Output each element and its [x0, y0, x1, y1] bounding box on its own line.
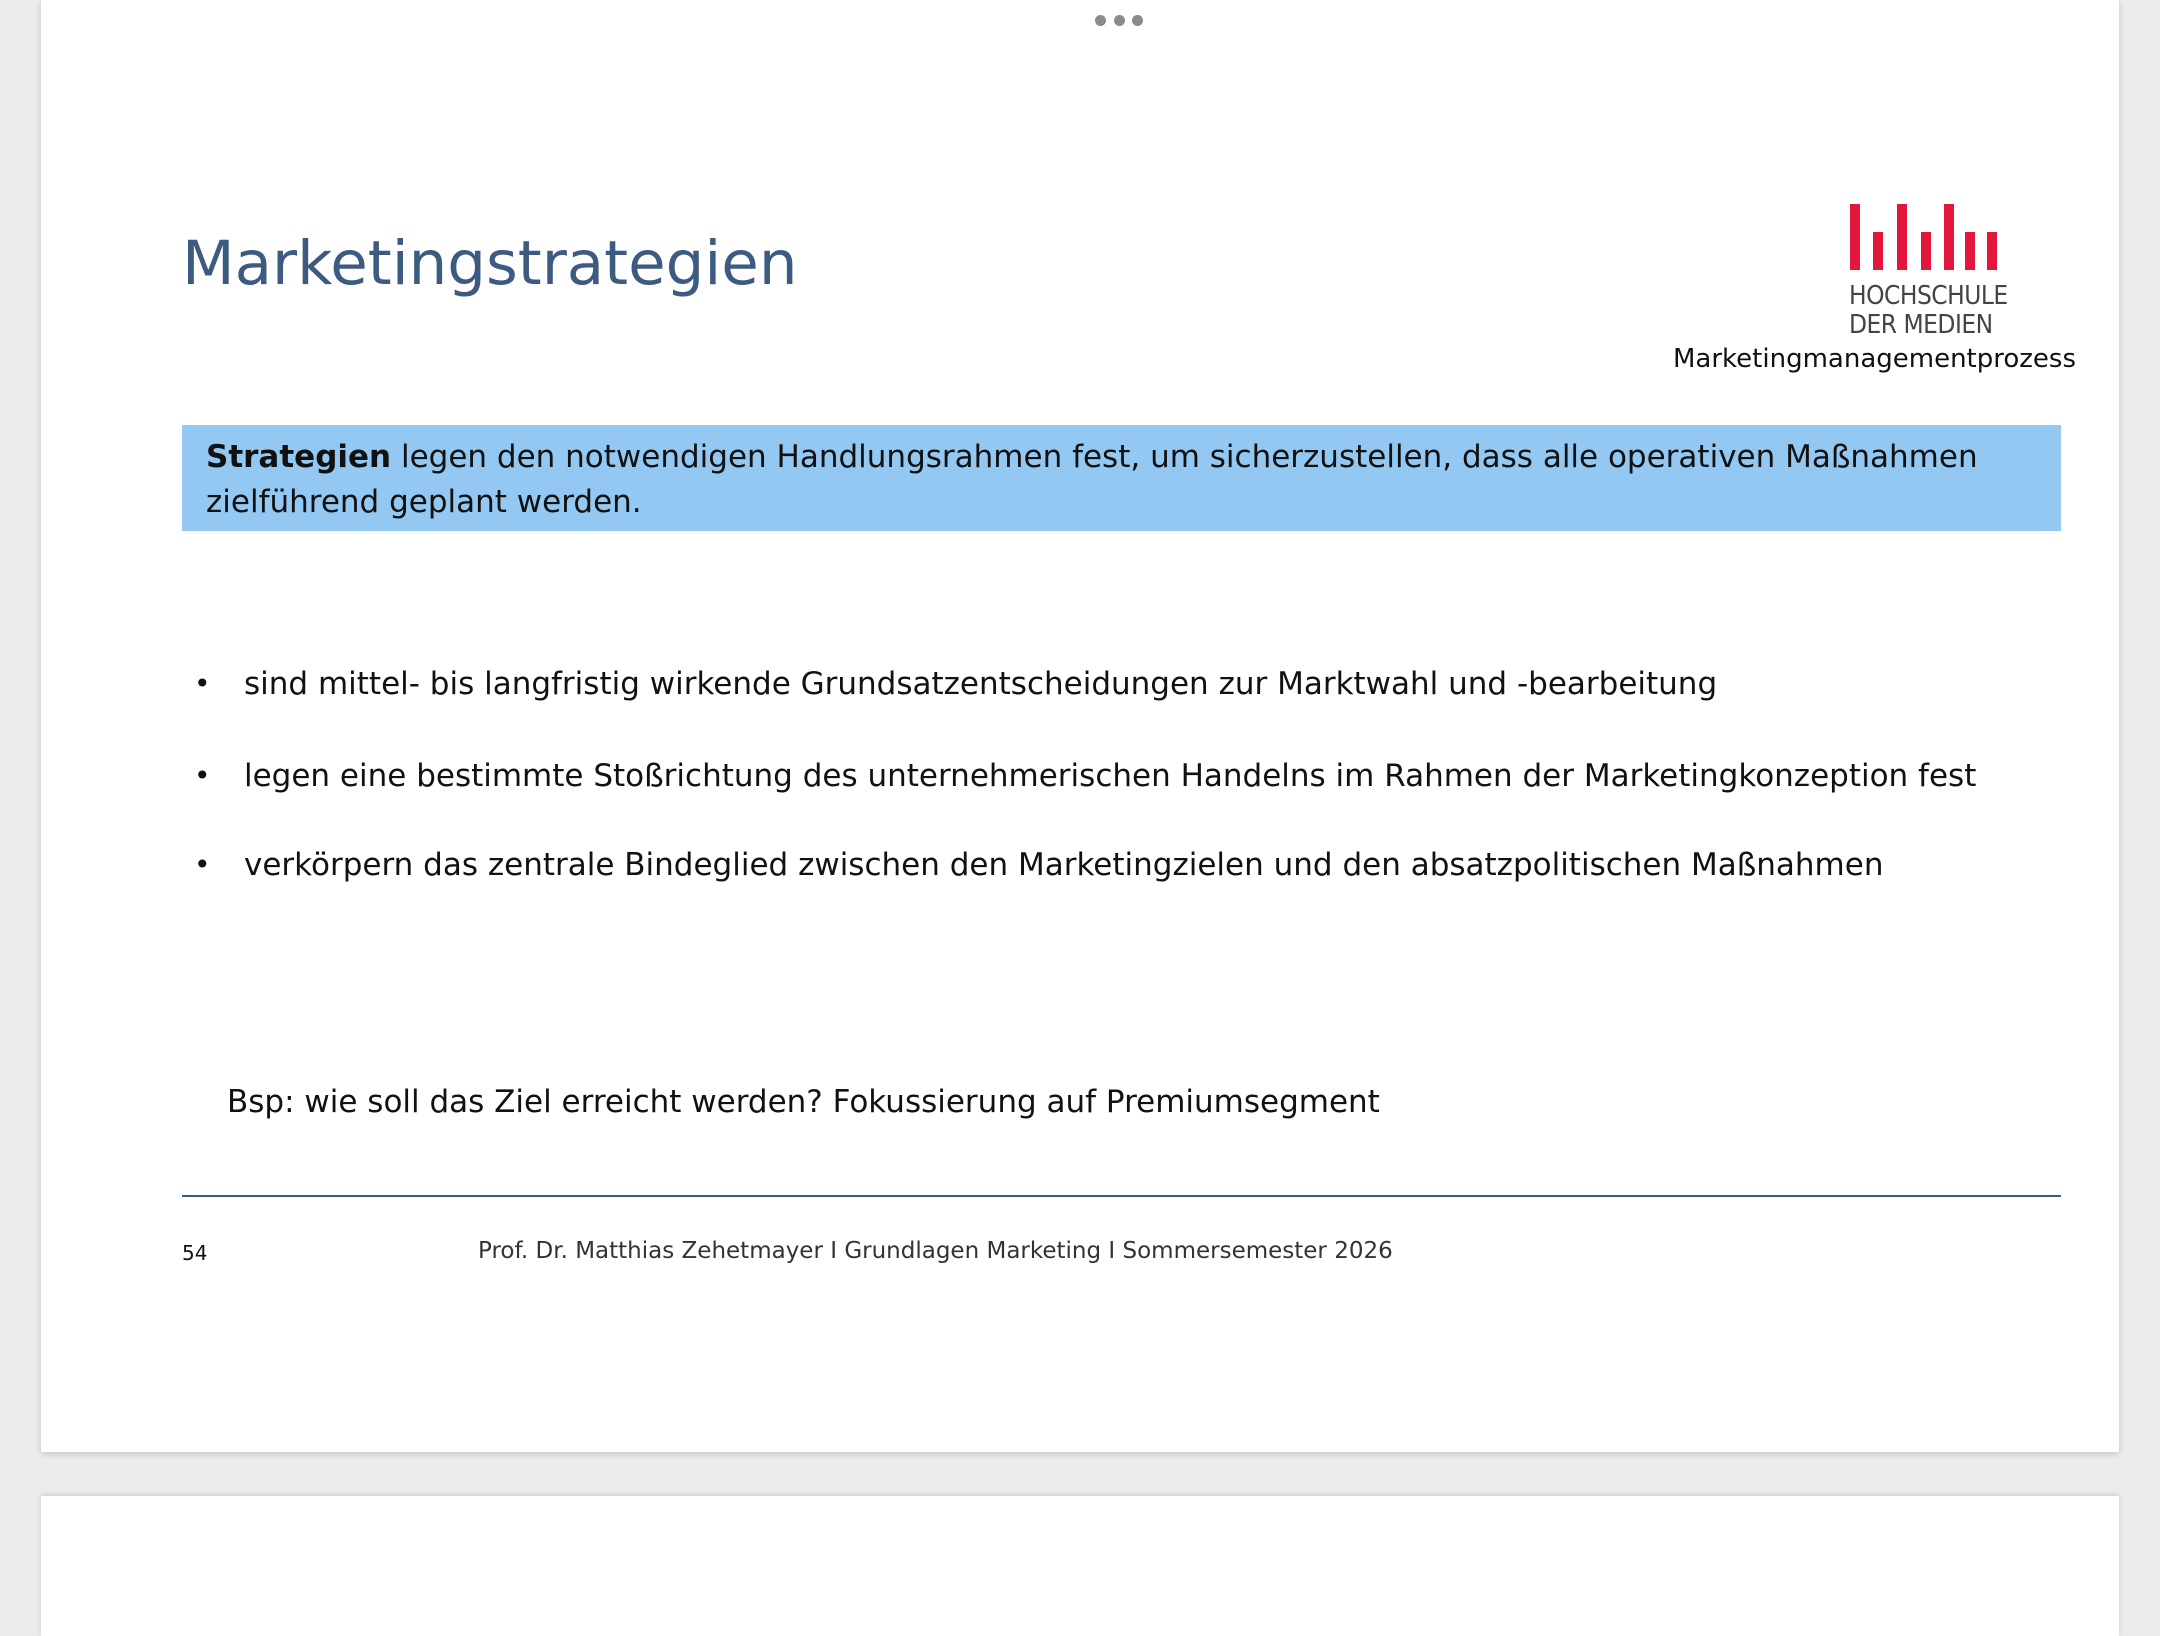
logo-line-2: DER MEDIEN	[1849, 310, 1993, 340]
next-slide-page[interactable]	[41, 1496, 2119, 1636]
bullet-list	[191, 662, 2091, 887]
slide-page	[41, 0, 2119, 1452]
definition-box	[182, 425, 2061, 531]
bullet-item: • verkörpern das zentrale Bindeglied zwischen den Marketingzielen und den absatzpolitischen Maßnahmen	[191, 843, 2091, 887]
slide-title: Marketingstrategien	[182, 228, 798, 299]
logo-bars-icon	[1849, 204, 1999, 270]
bullet-item: • legen eine bestimmte Stoßrichtung des unternehmerischen Handelns im Rahmen der Marketingkonzeption fest	[191, 754, 2091, 798]
logo-text	[1849, 281, 2008, 340]
more-options-icon[interactable]	[1095, 13, 1143, 27]
example-text: Bsp: wie soll das Ziel erreicht werden? Fokussierung auf Premiumsegment	[227, 1084, 1380, 1120]
definition-text: legen den notwendigen Handlungsrahmen fest, um sicherzustellen, dass alle operativen Maßnahmen zielführend geplant werden.	[206, 439, 1978, 520]
slide-subtitle: Marketingmanagementprozess	[1673, 344, 2077, 374]
footer-text: Prof. Dr. Matthias Zehetmayer I Grundlagen Marketing I Sommersemester 2026	[478, 1238, 1393, 1264]
definition-term: Strategien	[206, 439, 392, 475]
logo-line-1: HOCHSCHULE	[1849, 281, 2008, 311]
footer-divider	[182, 1195, 2061, 1197]
page-number: 54	[182, 1241, 208, 1265]
university-logo	[1849, 204, 2008, 340]
bullet-item: • sind mittel- bis langfristig wirkende Grundsatzentscheidungen zur Marktwahl und -bearbeitung	[191, 662, 2091, 706]
